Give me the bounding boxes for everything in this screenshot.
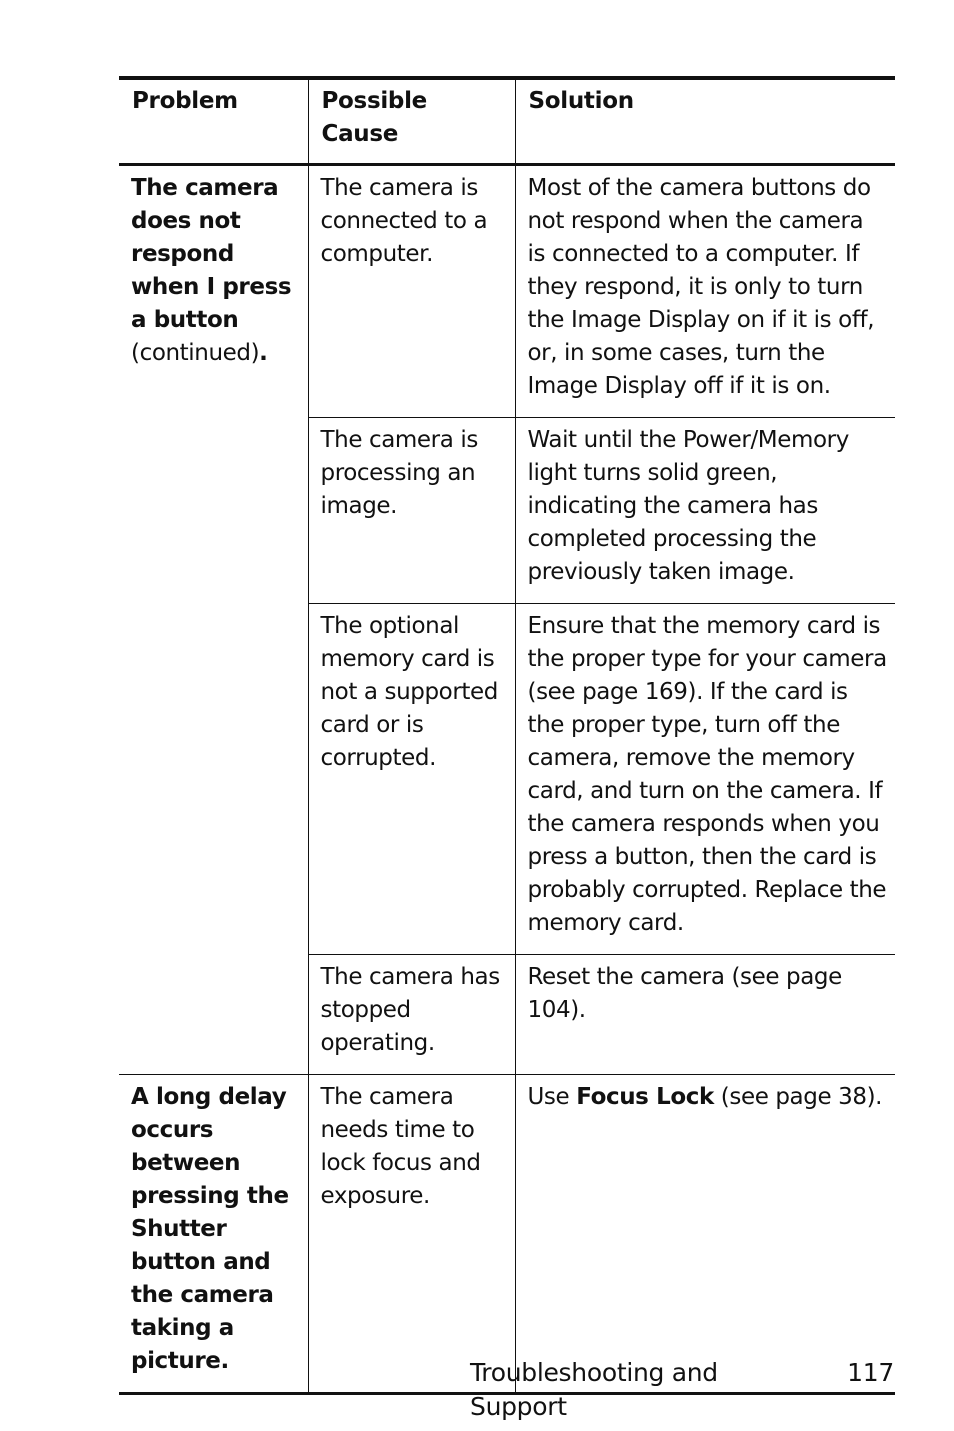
problem-continued-note: (continued) (131, 340, 260, 366)
header-solution: Solution (515, 78, 895, 165)
cause-cell: The camera has stopped operating. (308, 955, 515, 1075)
problem-text: The camera does not respond when I press a button (131, 175, 292, 333)
footer-section-title: Troubleshooting and Support (470, 1358, 718, 1421)
table-row (119, 1075, 895, 1394)
problem-cell-no-response (119, 165, 308, 1075)
cause-cell: The optional memory card is not a supported card or is corrupted. (308, 604, 515, 955)
solution-cell: Reset the camera (see page 104). (515, 955, 895, 1075)
cause-cell: The camera is connected to a computer. (308, 165, 515, 418)
solution-cell (515, 1075, 895, 1394)
solution-text-pre: Use (527, 1084, 577, 1110)
page-number: 117 (847, 1358, 894, 1387)
solution-text-post: (see page 38). (713, 1084, 883, 1110)
page-footer (470, 1356, 894, 1424)
problem-period: . (259, 340, 268, 366)
cause-cell: The camera needs time to lock focus and exposure. (308, 1075, 515, 1394)
solution-cell: Ensure that the memory card is the proper type for your camera (see page 169). If the card is the proper type, turn off the camera, remove the memory card, and turn on the camera. If the camera responds when you press a button, then the card is probably corrupted. Replace the memory card. (515, 604, 895, 955)
header-problem: Problem (132, 88, 238, 114)
solution-cell: Most of the camera buttons do not respond when the camera is connected to a computer. If they respond, it is only to turn the Image Display on if it is off, or, in some cases, turn the Image Display off if it is on. (515, 165, 895, 418)
focus-lock-term: Focus Lock (576, 1084, 714, 1110)
problem-cell-long-delay: A long delay occurs between pressing the Shutter button and the camera taking a picture. (119, 1075, 308, 1394)
cause-cell: The camera is processing an image. (308, 418, 515, 604)
table-header-row (119, 78, 895, 165)
table-row (119, 165, 895, 418)
troubleshooting-page (119, 76, 895, 1395)
header-possible-cause: Possible Cause (308, 78, 515, 165)
solution-cell: Wait until the Power/Memory light turns solid green, indicating the camera has completed processing the previously taken image. (515, 418, 895, 604)
troubleshooting-table (119, 76, 895, 1395)
